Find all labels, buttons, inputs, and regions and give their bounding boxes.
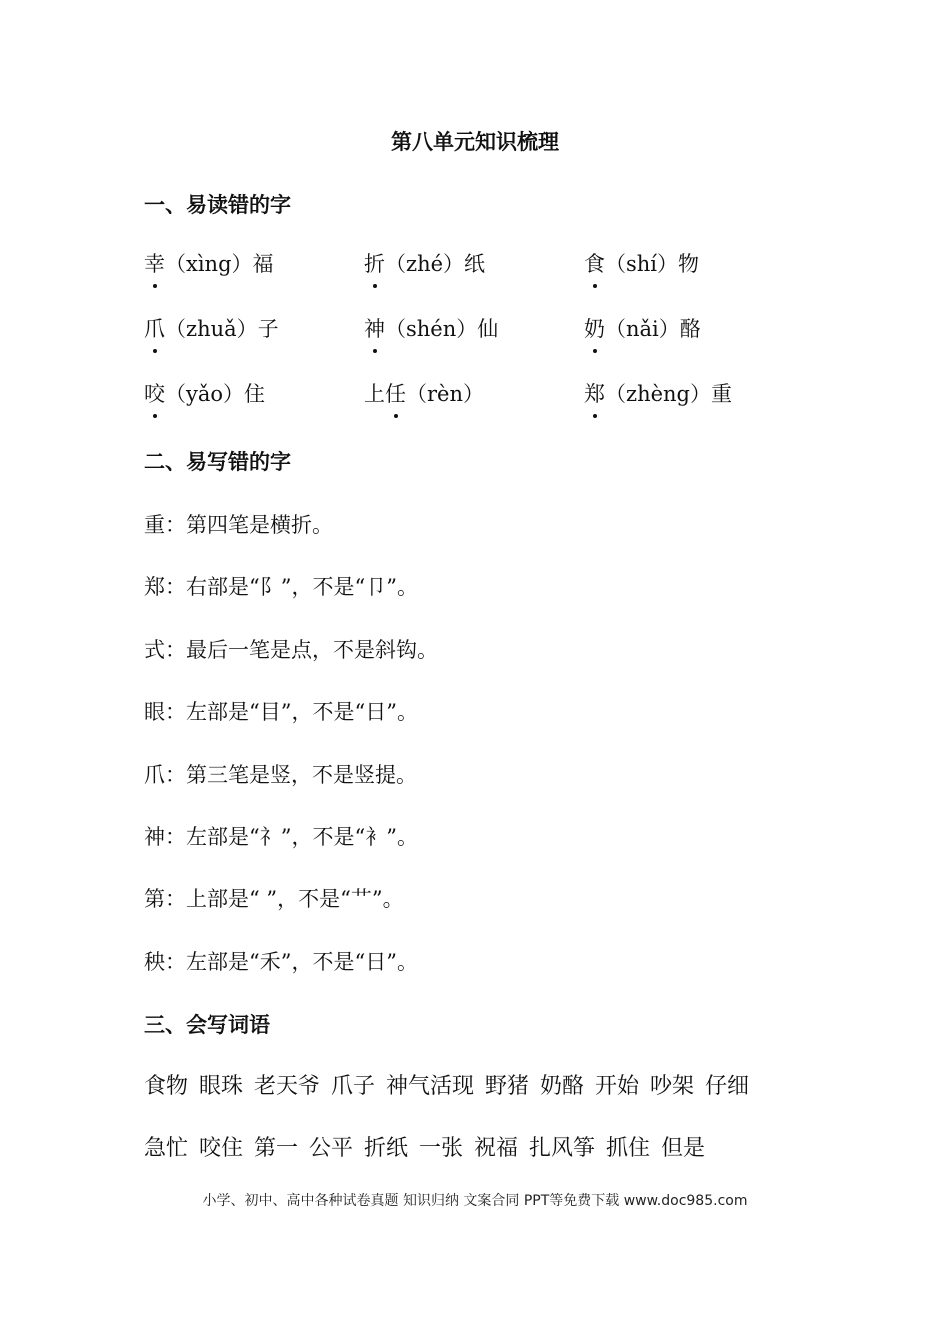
pinyin-item: 食（shí）物 bbox=[584, 244, 699, 284]
vocabulary-line: 食物 眼珠 老天爷 爪子 神气活现 野猪 奶酪 开始 吵架 仔细 bbox=[144, 1074, 749, 1099]
pinyin-item: 奶（nǎi）酪 bbox=[584, 309, 701, 349]
pinyin-row bbox=[144, 374, 844, 414]
section-heading-vocabulary: 三、会写词语 bbox=[144, 1013, 270, 1037]
dotted-char: 任 bbox=[385, 374, 406, 414]
dotted-char: 神 bbox=[364, 309, 385, 349]
writing-rule: 第：上部是“ ”，不是“艹”。 bbox=[144, 887, 404, 911]
pinyin-item: 爪（zhuǎ）子 bbox=[144, 309, 279, 349]
writing-rule: 神：左部是“礻”，不是“衤”。 bbox=[144, 825, 418, 849]
pinyin-row bbox=[144, 244, 844, 284]
section-heading-misread: 一、易读错的字 bbox=[144, 193, 291, 217]
writing-rule: 秧：左部是“禾”，不是“日”。 bbox=[144, 950, 418, 974]
writing-rule: 眼：左部是“目”，不是“日”。 bbox=[144, 700, 418, 724]
page-footer: 小学、初中、高中各种试卷真题 知识归纳 文案合同 PPT等免费下载 www.doc985.com bbox=[202, 1193, 748, 1209]
dotted-char: 幸 bbox=[144, 244, 165, 284]
writing-rule: 式：最后一笔是点，不是斜钩。 bbox=[144, 638, 438, 662]
pinyin-item: 郑（zhèng）重 bbox=[584, 374, 732, 414]
pinyin-item: 折（zhé）纸 bbox=[364, 244, 485, 284]
dotted-char: 奶 bbox=[584, 309, 605, 349]
dotted-char: 食 bbox=[584, 244, 605, 284]
pinyin-item: 神（shén）仙 bbox=[364, 309, 498, 349]
dotted-char: 爪 bbox=[144, 309, 165, 349]
writing-rule: 重：第四笔是横折。 bbox=[144, 513, 333, 537]
page-title: 第八单元知识梳理 bbox=[391, 130, 559, 154]
section-heading-miswritten: 二、易写错的字 bbox=[144, 450, 291, 474]
pinyin-row bbox=[144, 309, 844, 349]
vocabulary-line: 急忙 咬住 第一 公平 折纸 一张 祝福 扎风筝 抓住 但是 bbox=[144, 1136, 705, 1161]
dotted-char: 咬 bbox=[144, 374, 165, 414]
dotted-char: 折 bbox=[364, 244, 385, 284]
writing-rule: 爪：第三笔是竖，不是竖提。 bbox=[144, 763, 417, 787]
dotted-char: 郑 bbox=[584, 374, 605, 414]
writing-rule: 郑：右部是“阝”，不是“卩”。 bbox=[144, 575, 418, 599]
pinyin-item: 咬（yǎo）住 bbox=[144, 374, 265, 414]
pinyin-item: 幸（xìng）福 bbox=[144, 244, 274, 284]
pinyin-item: 上任（rèn） bbox=[364, 374, 484, 414]
